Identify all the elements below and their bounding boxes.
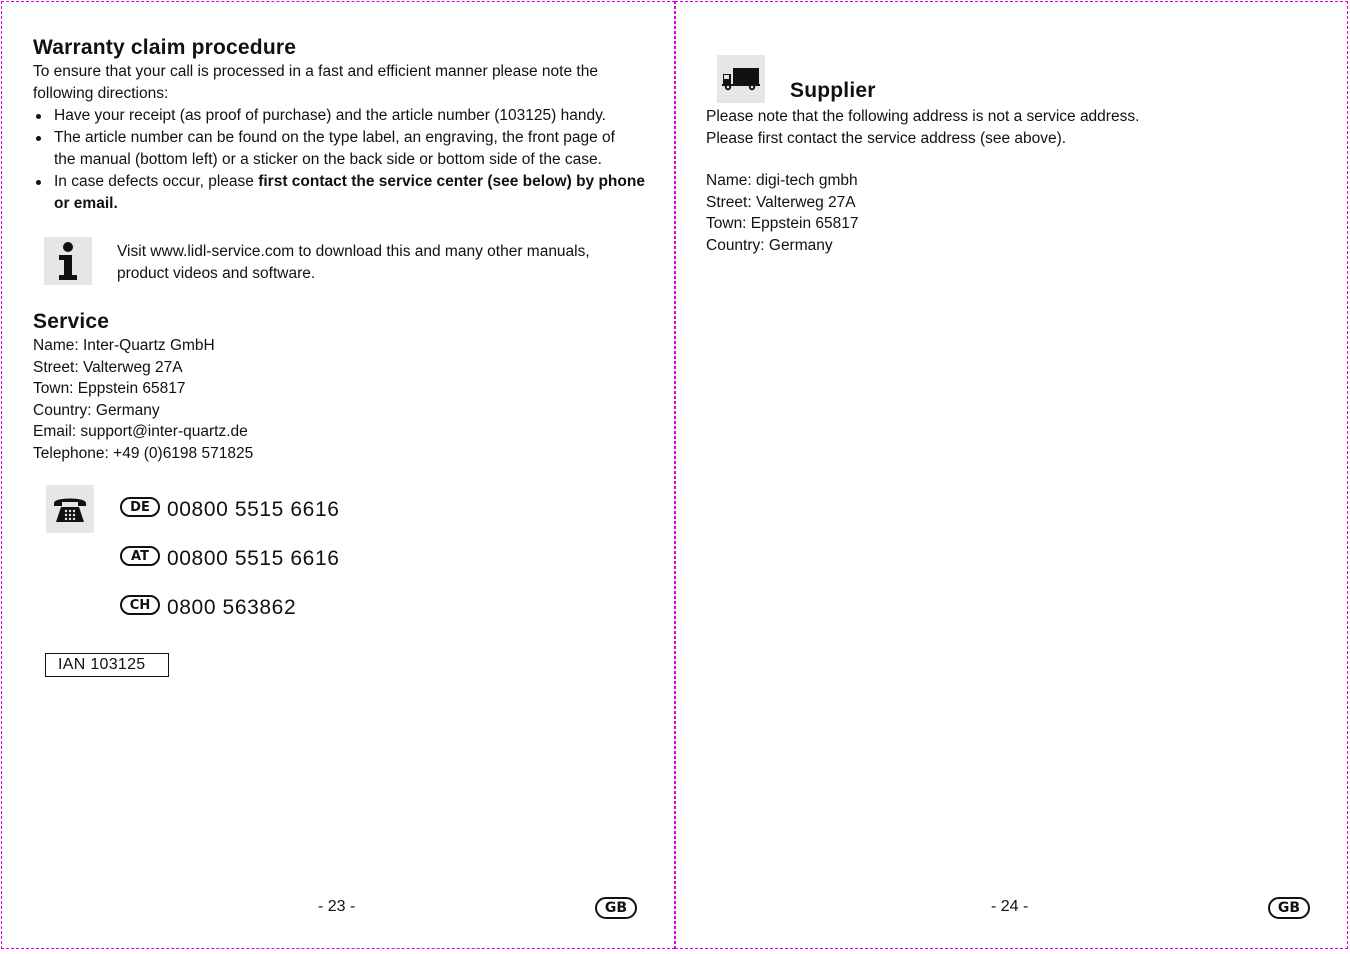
list-item (33, 171, 653, 215)
hotline-number-de: 00800 5515 6616 (167, 498, 340, 521)
info-note-line-2: product videos and software. (117, 264, 316, 282)
service-street: Street: Valterweg 27A (33, 358, 183, 376)
hotline-de (120, 498, 340, 522)
service-title: Service (33, 310, 110, 333)
supplier-street: Street: Valterweg 27A (706, 193, 856, 211)
page-number: - 24 - (991, 898, 1029, 915)
bullet-2-line-1: The article number can be found on the type label, an engraving, the front page of (54, 129, 615, 146)
left-page (1, 1, 675, 949)
service-town: Town: Eppstein 65817 (33, 380, 186, 397)
telephone-icon (46, 485, 94, 533)
list-item (33, 127, 653, 171)
info-icon (44, 237, 92, 285)
ian-box: IAN 103125 (45, 653, 169, 677)
country-badge-de: DE (120, 497, 160, 517)
hotline-ch (120, 596, 296, 620)
service-country: Country: Germany (33, 401, 160, 419)
language-badge: GB (595, 897, 637, 919)
warranty-intro (33, 61, 643, 104)
supplier-address (706, 170, 859, 256)
hotline-number-ch: 0800 563862 (167, 596, 297, 619)
supplier-title: Supplier (790, 79, 876, 102)
supplier-town: Town: Eppstein 65817 (706, 215, 859, 232)
info-note (117, 241, 590, 284)
warranty-intro-line-1: To ensure that your call is processed in a fast and efficient manner please note the (33, 63, 598, 80)
warranty-intro-line-2: following directions: (33, 84, 169, 102)
hotline-at (120, 547, 340, 571)
bullet-3-bold-1: first contact the service center (see below) by phone (258, 173, 645, 190)
service-address (33, 335, 253, 464)
truck-icon (717, 55, 765, 103)
supplier-note-line-2: Please first contact the service address (see above). (706, 129, 1067, 147)
service-name: Name: Inter-Quartz GmbH (33, 337, 215, 354)
supplier-name: Name: digi-tech gmbh (706, 172, 858, 189)
service-email: Email: support@inter-quartz.de (33, 423, 248, 440)
list-item (33, 105, 653, 127)
warranty-directions-list (33, 105, 653, 215)
info-note-line-1: Visit www.lidl-service.com to download this and many other manuals, (117, 243, 590, 260)
bullet-2-line-2: the manual (bottom left) or a sticker on the back side or bottom side of the case. (54, 151, 602, 168)
bullet-3-prefix: In case defects occur, please (54, 173, 259, 190)
service-telephone: Telephone: +49 (0)6198 571825 (33, 444, 254, 462)
warranty-title: Warranty claim procedure (33, 36, 297, 59)
language-badge: GB (1268, 897, 1310, 919)
country-badge-at: AT (120, 546, 160, 566)
right-page (675, 1, 1348, 949)
country-badge-ch: CH (120, 595, 160, 615)
supplier-country: Country: Germany (706, 236, 833, 254)
supplier-note (706, 106, 1139, 149)
hotline-number-at: 00800 5515 6616 (167, 547, 340, 570)
page-number: - 23 - (318, 898, 356, 915)
supplier-note-line-1: Please note that the following address is not a service address. (706, 108, 1140, 125)
bullet-3-suffix: . (113, 195, 118, 212)
bullet-3-bold-2: or email (54, 195, 114, 212)
bullet-1-text: Have your receipt (as proof of purchase) and the article number (103125) handy. (54, 107, 606, 124)
